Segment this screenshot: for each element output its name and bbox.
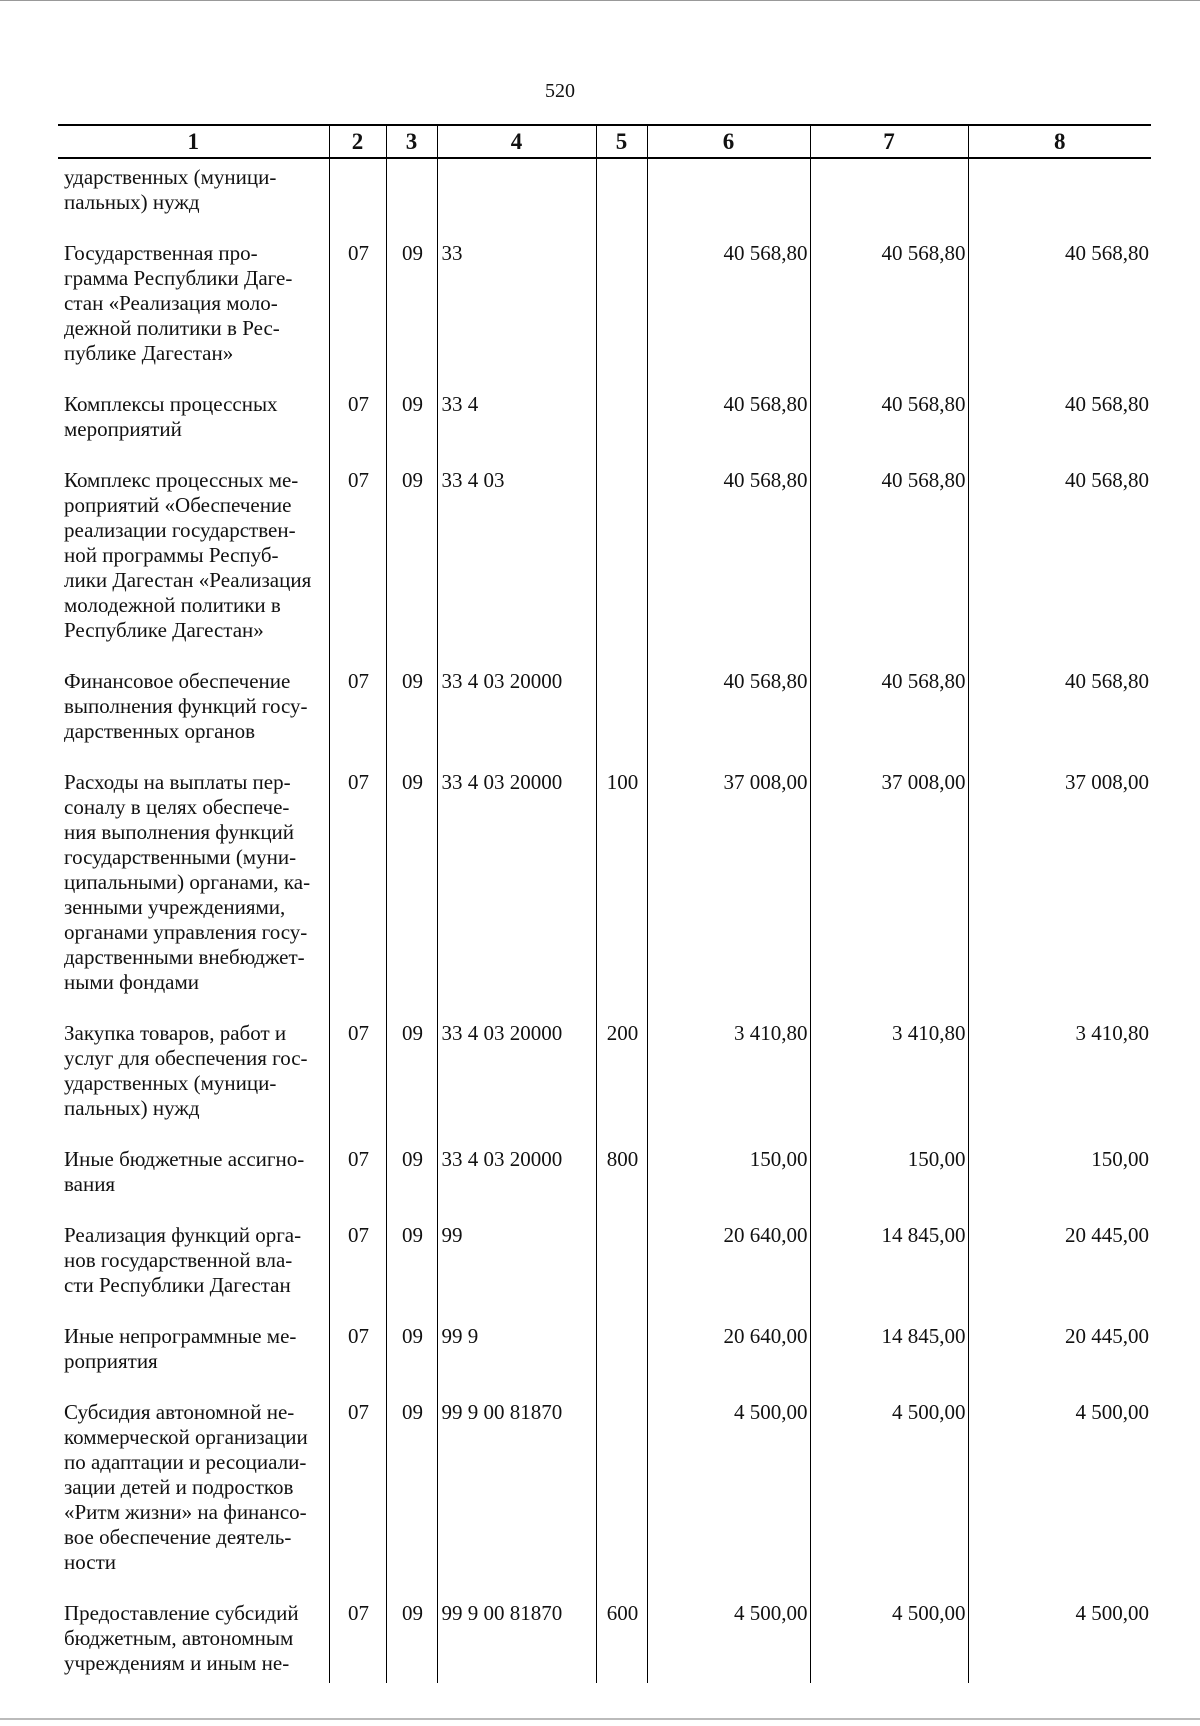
expense-type-cell: [596, 241, 647, 392]
expense-type-cell: 100: [596, 770, 647, 1021]
section-code-cell: 07: [329, 1324, 386, 1400]
budget-table-area: [58, 124, 1151, 1675]
subsection-code-cell: [386, 158, 437, 241]
expense-type-cell: 800: [596, 1147, 647, 1223]
expense-name-cell: Предоставление субсидий бюджетным, автономным учреждениям и иным не-: [64, 1601, 299, 1675]
target-article-cell: [437, 158, 596, 241]
table-row: [58, 770, 1151, 1021]
amount-col6-cell: [647, 158, 810, 241]
budget-table: [58, 124, 1151, 1683]
target-article-cell: 33 4 03 20000: [437, 770, 596, 1021]
section-code-cell: 07: [329, 1601, 386, 1683]
amount-col8-cell: 3 410,80: [968, 1021, 1151, 1147]
amount-col7-cell: 40 568,80: [810, 392, 968, 468]
target-article-cell: 99: [437, 1223, 596, 1324]
expense-name-cell: Комплексы процессных мероприятий: [64, 392, 278, 441]
expense-type-cell: [596, 468, 647, 669]
expense-type-cell: [596, 392, 647, 468]
scan-edge-bottom: [0, 1718, 1200, 1720]
amount-col6-cell: 4 500,00: [647, 1400, 810, 1601]
amount-col7-cell: 40 568,80: [810, 468, 968, 669]
subsection-code-cell: 09: [386, 1400, 437, 1601]
expense-type-cell: 600: [596, 1601, 647, 1683]
subsection-code-cell: 09: [386, 1324, 437, 1400]
subsection-code-cell: 09: [386, 1021, 437, 1147]
expense-name-cell: Финансовое обеспечение выполнения функций госу- дарственных органов: [64, 669, 308, 743]
amount-col7-cell: 40 568,80: [810, 669, 968, 770]
expense-name-cell: Расходы на выплаты пер- соналу в целях обеспече- ния выполнения функций государственными (муни- ципальными) органами, ка- зенными учреждениями, органами управления госу- дарственными внебюджет- ными фондами: [64, 770, 311, 994]
target-article-cell: 33 4 03: [437, 468, 596, 669]
table-row: [58, 468, 1151, 669]
amount-col8-cell: 37 008,00: [968, 770, 1151, 1021]
expense-type-cell: [596, 1324, 647, 1400]
amount-col6-cell: 40 568,80: [647, 241, 810, 392]
column-header-2: 2: [329, 125, 386, 158]
table-row: [58, 1147, 1151, 1223]
amount-col8-cell: 4 500,00: [968, 1601, 1151, 1683]
table-row: [58, 241, 1151, 392]
table-row: [58, 1021, 1151, 1147]
column-header-7: 7: [810, 125, 968, 158]
amount-col6-cell: 40 568,80: [647, 468, 810, 669]
table-body: [58, 158, 1151, 1683]
subsection-code-cell: 09: [386, 1223, 437, 1324]
column-header-4: 4: [437, 125, 596, 158]
column-header-3: 3: [386, 125, 437, 158]
amount-col7-cell: [810, 158, 968, 241]
table-row: [58, 1601, 1151, 1683]
section-code-cell: 07: [329, 1147, 386, 1223]
expense-name-cell: Иные непрограммные ме- роприятия: [64, 1324, 297, 1373]
amount-col6-cell: 20 640,00: [647, 1223, 810, 1324]
amount-col7-cell: 150,00: [810, 1147, 968, 1223]
amount-col8-cell: 40 568,80: [968, 241, 1151, 392]
table-row: [58, 392, 1151, 468]
section-code-cell: 07: [329, 468, 386, 669]
expense-name-cell: ударственных (муници- пальных) нужд: [64, 165, 277, 214]
expense-type-cell: [596, 669, 647, 770]
amount-col7-cell: 4 500,00: [810, 1400, 968, 1601]
page-number: 520: [545, 80, 575, 102]
expense-name-cell: Комплекс процессных ме- роприятий «Обеспечение реализации государствен- ной программы Респуб- лики Дагестан «Реализация молодежной политики в Республике Дагестан»: [64, 468, 312, 642]
table-row: [58, 158, 1151, 241]
amount-col6-cell: 3 410,80: [647, 1021, 810, 1147]
subsection-code-cell: 09: [386, 669, 437, 770]
section-code-cell: 07: [329, 669, 386, 770]
target-article-cell: 99 9: [437, 1324, 596, 1400]
amount-col8-cell: 20 445,00: [968, 1324, 1151, 1400]
amount-col8-cell: 40 568,80: [968, 468, 1151, 669]
section-code-cell: 07: [329, 1400, 386, 1601]
subsection-code-cell: 09: [386, 392, 437, 468]
section-code-cell: 07: [329, 1021, 386, 1147]
target-article-cell: 33 4: [437, 392, 596, 468]
expense-name-cell: Субсидия автономной не- коммерческой организации по адаптации и ресоциали- зации детей и подростков «Ритм жизни» на финансо- вое обеспечение деятель- ности: [64, 1400, 308, 1574]
subsection-code-cell: 09: [386, 1147, 437, 1223]
amount-col8-cell: 20 445,00: [968, 1223, 1151, 1324]
amount-col6-cell: 20 640,00: [647, 1324, 810, 1400]
amount-col7-cell: 4 500,00: [810, 1601, 968, 1683]
target-article-cell: 33 4 03 20000: [437, 669, 596, 770]
column-header-8: 8: [968, 125, 1151, 158]
section-code-cell: 07: [329, 392, 386, 468]
column-header-1: 1: [58, 125, 329, 158]
expense-name-cell: Государственная про- грамма Республики Даге- стан «Реализация моло- дежной политики в Рес- публике Дагестан»: [64, 241, 293, 365]
subsection-code-cell: 09: [386, 770, 437, 1021]
expense-name-cell: Закупка товаров, работ и услуг для обеспечения гос- ударственных (муници- пальных) нужд: [64, 1021, 308, 1120]
amount-col7-cell: 40 568,80: [810, 241, 968, 392]
target-article-cell: 99 9 00 81870: [437, 1601, 596, 1683]
column-header-6: 6: [647, 125, 810, 158]
amount-col8-cell: [968, 158, 1151, 241]
subsection-code-cell: 09: [386, 241, 437, 392]
amount-col6-cell: 40 568,80: [647, 669, 810, 770]
amount-col7-cell: 37 008,00: [810, 770, 968, 1021]
table-row: [58, 1400, 1151, 1601]
amount-col6-cell: 37 008,00: [647, 770, 810, 1021]
amount-col6-cell: 4 500,00: [647, 1601, 810, 1683]
amount-col8-cell: 40 568,80: [968, 392, 1151, 468]
expense-type-cell: [596, 1223, 647, 1324]
subsection-code-cell: 09: [386, 468, 437, 669]
header-row: [58, 125, 1151, 158]
table-row: [58, 1324, 1151, 1400]
amount-col7-cell: 3 410,80: [810, 1021, 968, 1147]
expense-type-cell: [596, 1400, 647, 1601]
section-code-cell: 07: [329, 1223, 386, 1324]
expense-name-cell: Реализация функций орга- нов государственной вла- сти Республики Дагестан: [64, 1223, 302, 1297]
amount-col6-cell: 40 568,80: [647, 392, 810, 468]
target-article-cell: 33: [437, 241, 596, 392]
amount-col7-cell: 14 845,00: [810, 1223, 968, 1324]
table-row: [58, 669, 1151, 770]
amount-col8-cell: 150,00: [968, 1147, 1151, 1223]
expense-type-cell: 200: [596, 1021, 647, 1147]
scan-edge-top: [0, 0, 1200, 1]
amount-col7-cell: 14 845,00: [810, 1324, 968, 1400]
target-article-cell: 99 9 00 81870: [437, 1400, 596, 1601]
expense-type-cell: [596, 158, 647, 241]
target-article-cell: 33 4 03 20000: [437, 1147, 596, 1223]
expense-name-cell: Иные бюджетные ассигно- вания: [64, 1147, 305, 1196]
column-header-5: 5: [596, 125, 647, 158]
target-article-cell: 33 4 03 20000: [437, 1021, 596, 1147]
section-code-cell: 07: [329, 241, 386, 392]
amount-col8-cell: 4 500,00: [968, 1400, 1151, 1601]
section-code-cell: [329, 158, 386, 241]
amount-col8-cell: 40 568,80: [968, 669, 1151, 770]
section-code-cell: 07: [329, 770, 386, 1021]
table-row: [58, 1223, 1151, 1324]
subsection-code-cell: 09: [386, 1601, 437, 1683]
amount-col6-cell: 150,00: [647, 1147, 810, 1223]
